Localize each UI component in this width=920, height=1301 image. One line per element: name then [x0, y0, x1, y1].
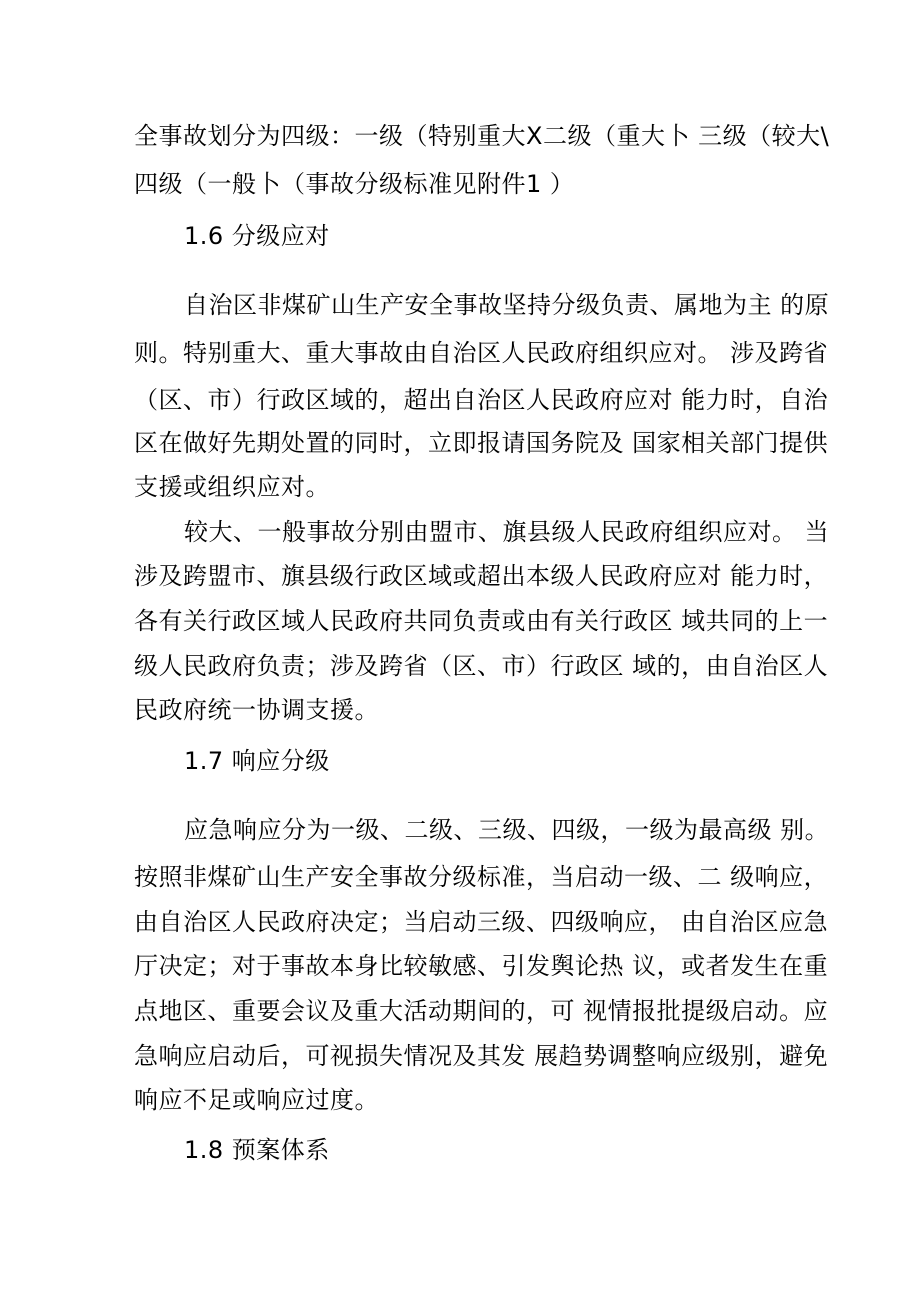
paragraph-line: 民政府统一协调支援。 — [134, 696, 379, 724]
paragraph-line: 应急响应分为一级、二级、三级、四级，一级为最高级 别。 — [184, 816, 830, 844]
paragraph-line: 则。特别重大、重大事故由自治区人民政府组织应对。 涉及跨省 — [134, 339, 829, 367]
paragraph-line: 急响应启动后，可视损失情况及其发 展趋势调整响应级别，避免 — [134, 1042, 829, 1070]
paragraph-line: 支援或组织应对。 — [134, 473, 330, 501]
intro-line-1: 全事故划分为四级：一级（特别重大X二级（重大卜 三级（较大\ — [134, 122, 830, 150]
section-heading-1-7: 1.7 响应分级 — [184, 747, 330, 775]
paragraph-line: 由自治区人民政府决定；当启动三级、四级响应， 由自治区应急 — [134, 908, 829, 936]
paragraph-line: 区在做好先期处置的同时，立即报请国务院及 国家相关部门提供 — [134, 429, 829, 457]
paragraph-line: 厅决定；对于事故本身比较敏感、引发舆论热 议，或者发生在重 — [134, 952, 829, 980]
section-heading-1-8: 1.8 预案体系 — [184, 1136, 330, 1164]
paragraph-line: 按照非煤矿山生产安全事故分级标准，当启动一级、二 级响应， — [134, 863, 829, 891]
paragraph-line: 较大、一般事故分别由盟市、旗县级人民政府组织应对。 当 — [184, 518, 830, 546]
paragraph-line: 涉及跨盟市、旗县级行政区域或超出本级人民政府应对 能力时， — [134, 562, 829, 590]
paragraph-line: （区、市）行政区域的，超出自治区人民政府应对 能力时，自治 — [134, 386, 829, 414]
paragraph-line: 点地区、重要会议及重大活动期间的，可 视情报批提级启动。应 — [134, 997, 829, 1025]
intro-line-2: 四级（一般卜（事故分级标准见附件1 ） — [134, 170, 575, 198]
section-heading-1-6: 1.6 分级应对 — [184, 222, 330, 250]
paragraph-line: 级人民政府负责；涉及跨省（区、市）行政区 域的，由自治区人 — [134, 652, 829, 680]
paragraph-line: 各有关行政区域人民政府共同负责或由有关行政区 域共同的上一 — [134, 607, 829, 635]
paragraph-line: 自治区非煤矿山生产安全事故坚持分级负责、属地为主 的原 — [184, 291, 830, 319]
paragraph-line: 响应不足或响应过度。 — [134, 1086, 379, 1114]
